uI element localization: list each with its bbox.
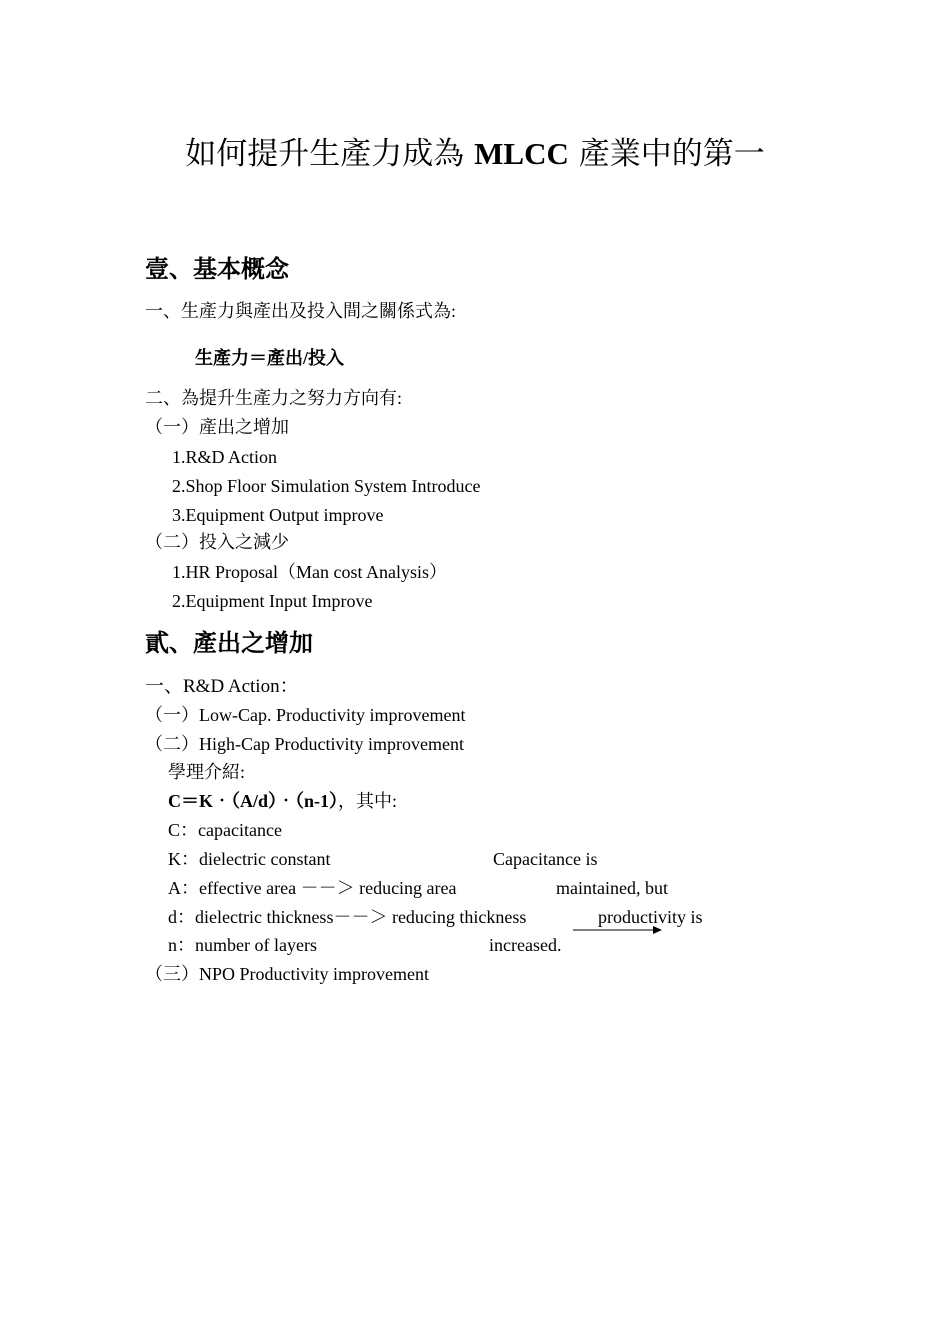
s2-note-line: productivity is — [598, 907, 703, 927]
s2-note-line: increased. — [489, 935, 562, 955]
s2-note-line: maintained, but — [556, 878, 668, 898]
s2-theory: 學理介紹: — [168, 762, 246, 782]
s2-sub-3: （三）NPO Productivity improvement — [145, 964, 429, 984]
s1-sub2-item: 1.HR Proposal（Man cost Analysis） — [172, 562, 448, 582]
s1-sub1-item: 2.Shop Floor Simulation System Introduce — [172, 476, 481, 496]
page-title — [0, 138, 950, 170]
title-part-1: 如何提升生產力成為 — [185, 136, 465, 172]
s2-formula-rest: ，其中: — [338, 791, 398, 811]
s2-note-line: Capacitance is — [493, 849, 598, 869]
s2-var: d：dielectric thickness－－＞ reducing thickness — [168, 907, 527, 927]
s2-sub-1: （一）Low-Cap. Productivity improvement — [145, 705, 466, 725]
title-part-2: MLCC — [474, 136, 569, 171]
title-part-3: 產業中的第一 — [578, 136, 765, 172]
s2-formula-bold: C＝K‧（A/d）‧（n-1） — [168, 791, 339, 811]
s1-sub-1: （一）產出之增加 — [145, 417, 289, 437]
s2-sub-2: （二）High-Cap Productivity improvement — [145, 734, 464, 754]
s2-var: K：dielectric constant — [168, 849, 331, 869]
s1-sub1-item: 3.Equipment Output improve — [172, 505, 384, 525]
s2-var: n：number of layers — [168, 935, 317, 955]
section-2-heading: 貳、產出之增加 — [145, 628, 313, 657]
section-1-heading: 壹、基本概念 — [145, 254, 289, 283]
s1-line-1: 一、生產力與產出及投入間之關係式為: — [145, 301, 456, 321]
s1-sub2-item: 2.Equipment Input Improve — [172, 591, 373, 611]
s1-line-2: 二、為提升生產力之努力方向有: — [145, 388, 402, 408]
s2-line-1: 一、R&D Action： — [145, 676, 299, 697]
s1-formula: 生產力＝產出/投入 — [195, 348, 345, 368]
s2-var: A：effective area －－＞ reducing area — [168, 878, 457, 898]
s1-sub1-item: 1.R&D Action — [172, 447, 278, 467]
s2-var: C：capacitance — [168, 820, 282, 840]
arrow-right-icon — [573, 924, 663, 936]
s2-formula — [168, 792, 397, 810]
s1-sub-2: （二）投入之減少 — [145, 532, 289, 552]
